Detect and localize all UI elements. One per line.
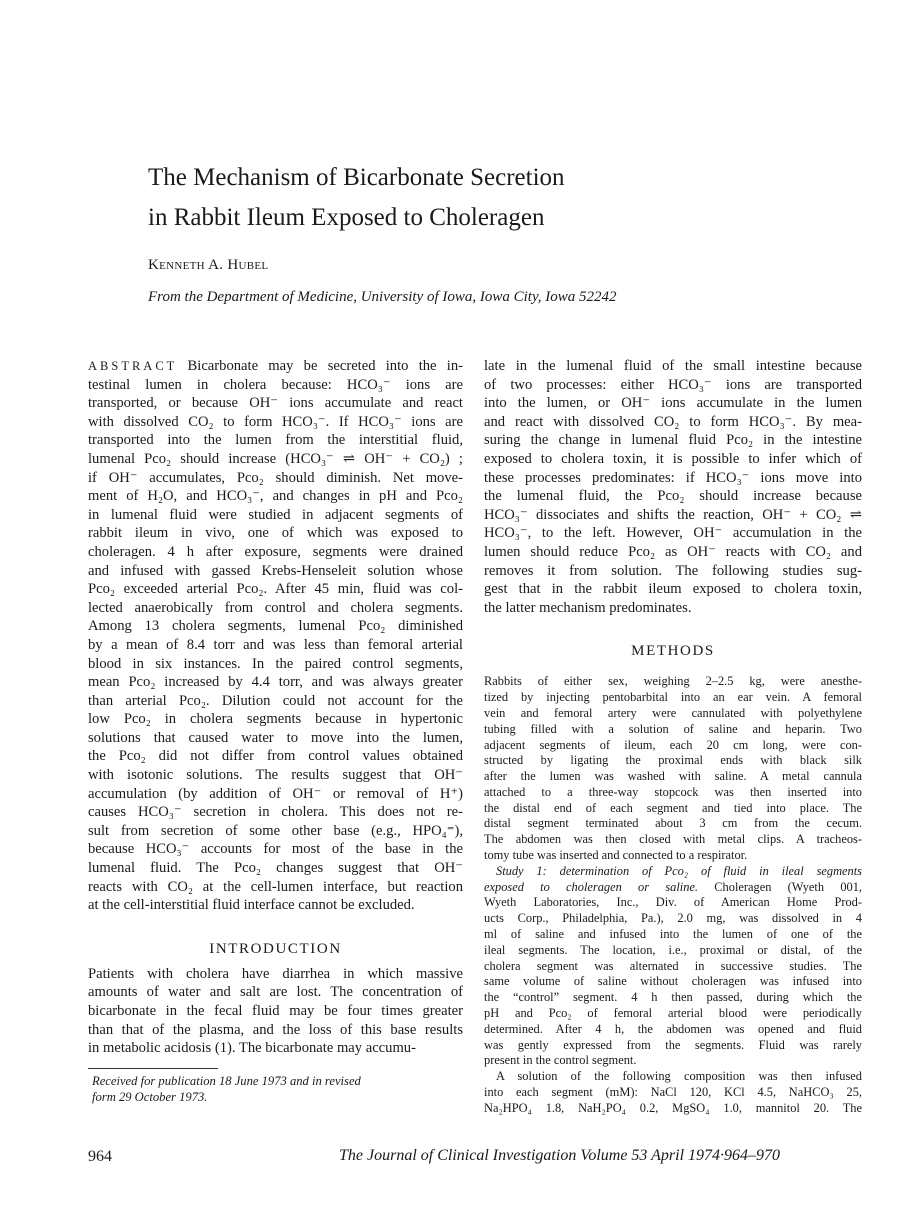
- introduction-heading: INTRODUCTION: [209, 940, 342, 957]
- intro-continued-line: HCO₃⁻ dissociates and shifts the reaction, OH⁻ + CO₂ ⇌: [484, 506, 862, 523]
- abstract-line: at the cell-interstitial fluid interface cannot be excluded.: [88, 897, 415, 914]
- received-line-1: Received for publication 18 June 1973 and in revised: [92, 1073, 361, 1088]
- intro-continued-line: of two processes: either HCO₃⁻ ions are transported: [484, 376, 862, 393]
- abstract-line: accumulation (by addition of OH⁻ or removal of H⁺): [88, 785, 463, 802]
- study-1-line: cholera segment was alternated in successive studies. The: [484, 958, 862, 973]
- intro-continued-line: and react with dissolved CO₂ to form HCO₃⁻. By mea-: [484, 413, 862, 430]
- methods-line: adjacent segments of ileum, each 20 cm long, were con-: [484, 737, 862, 752]
- abstract-line: with isotonic solutions. The results suggest that OH⁻: [88, 767, 463, 784]
- methods-line: Na₂HPO₄ 1.8, NaH₂PO₄ 0.2, MgSO₄ 1.0, mannitol 20. The: [484, 1100, 862, 1115]
- abstract-label: ABSTRACT: [88, 359, 178, 373]
- intro-line: than that of the plasma, and the loss of this base results: [88, 1021, 463, 1038]
- abstract-line: rabbit ileum in vivo, one of which was exposed to: [88, 525, 463, 542]
- affiliation: From the Department of Medicine, University of Iowa, Iowa City, Iowa 52242: [148, 289, 617, 305]
- methods-paragraph-3: [484, 1069, 862, 1116]
- article-title: [148, 158, 668, 238]
- intro-continued-line: late in the lumenal fluid of the small intestine because: [484, 358, 862, 374]
- right-column: [484, 357, 862, 1117]
- intro-continued-line: lumen should reduce Pco₂ as OH⁻ reacts with CO₂ and: [484, 543, 862, 560]
- abstract-line: with dissolved CO₂ to form HCO₃⁻. If HCO₃⁻ ions are: [88, 413, 463, 430]
- methods-line: The abdomen was then closed with metal clips. A tracheos-: [484, 832, 862, 847]
- study-1-line: present in the control segment.: [484, 1053, 637, 1068]
- abstract-line: choleragen. 4 h after exposure, segments were drained: [88, 543, 463, 560]
- intro-continued-line: the latter mechanism predominates.: [484, 599, 692, 616]
- abstract-line: ment of H₂O, and HCO₃⁻, and changes in pH and Pco₂: [88, 488, 463, 505]
- study-1-paragraph: [484, 864, 862, 1069]
- abstract-line: testinal lumen in cholera because: HCO₃⁻ ions are: [88, 376, 463, 393]
- intro-continued-line: suring the change in lumenal fluid Pco₂ in the intestine: [484, 432, 862, 449]
- methods-line: Rabbits of either sex, weighing 2–2.5 kg, were anesthe-: [484, 674, 862, 689]
- abstract-line: mean Pco₂ increased by 4.4 torr, and was always greater: [88, 674, 463, 691]
- abstract-line: lumenal Pco₂ should increase (HCO₃⁻ ⇌ OH⁻ + CO₂) ;: [88, 450, 463, 467]
- methods-line: into each segment (mM): NaCl 120, KCl 4.5, NaHCO₃ 25,: [484, 1085, 862, 1100]
- methods-line: vein and femoral artery were cannulated with polyethylene: [484, 705, 862, 720]
- intro-line: in metabolic acidosis (1). The bicarbonate may accumu-: [88, 1040, 416, 1057]
- abstract-line: sult from secretion of some other base (e.g., HPO₄⁼),: [88, 822, 463, 839]
- author-name: [148, 257, 268, 274]
- title-line-2: in Rabbit Ileum Exposed to Choleragen: [148, 204, 545, 231]
- methods-line: tomy tube was inserted and connected to a respirator.: [484, 848, 748, 863]
- abstract-line: blood in six instances. In the paired control segments,: [88, 655, 463, 672]
- intro-line: Patients with cholera have diarrhea in which massive: [88, 965, 463, 982]
- abstract-line: low Pco₂ in cholera segments because in hypertonic: [88, 711, 463, 728]
- study-1-first-body: Choleragen (Wyeth 001,: [698, 879, 863, 894]
- abstract-line: transported into the lumen from the interstitial fluid,: [88, 432, 463, 449]
- abstract-line: than arterial Pco₂. Dilution could not account for the: [88, 692, 463, 709]
- page-number: 964: [88, 1148, 112, 1165]
- methods-heading: METHODS: [631, 643, 715, 660]
- study-1-line: pH and Pco₂ of femoral arterial blood were periodically: [484, 1006, 862, 1021]
- abstract-line: and infused with gassed Krebs-Henseleit solution whose: [88, 562, 463, 579]
- methods-line: A solution of the following composition was then infused: [496, 1069, 862, 1084]
- methods-line: distal segment terminated about 3 cm from the cecum.: [484, 816, 862, 831]
- title-line-1: The Mechanism of Bicarbonate Secretion: [148, 164, 565, 191]
- study-1-line: ml of saline and infused into the lumen of one of the: [484, 927, 862, 942]
- abstract-line: in lumenal fluid were studied in adjacent segments of: [88, 506, 463, 523]
- study-1-title-cont-text: exposed to choleragen or saline.: [484, 879, 699, 894]
- study-1-line: same volume of saline without choleragen was infused into: [484, 974, 862, 989]
- received-note: [88, 1074, 463, 1106]
- left-column: [88, 357, 463, 1105]
- intro-continued-line: exposed to cholera toxin, it is possible to infer which of: [484, 450, 862, 467]
- intro-continued-line: removes it from solution. The following studies sug-: [484, 562, 862, 579]
- study-1-line: ileal segments. The location, i.e., proximal or distal, of the: [484, 942, 862, 957]
- abstract-line-text: Bicarbonate may be secreted into the in-: [177, 358, 463, 374]
- study-1-line: the “control” segment. 4 h then passed, during which the: [484, 990, 862, 1005]
- journal-citation: The Journal of Clinical Investigation Volume 53 April 1974·964–970: [339, 1147, 781, 1164]
- methods-line: structed by ligating the proximal ends with black silk: [484, 753, 862, 768]
- methods-line: tubing filled with a solution of saline and heparin. Two: [484, 721, 862, 736]
- abstract-line: if OH⁻ accumulates, Pco₂ should diminish. Net move-: [88, 469, 463, 486]
- intro-continued-line: gest that in the rabbit ileum exposed to cholera toxin,: [484, 581, 862, 598]
- intro-continued-line: into the lumen, or OH⁻ ions accumulate in the lumen: [484, 395, 862, 412]
- abstract-line: [88, 357, 463, 376]
- abstract-line: Among 13 cholera segments, lumenal Pco₂ diminished: [88, 618, 463, 635]
- abstract-line: transported, or because OH⁻ ions accumulate and react: [88, 395, 463, 412]
- methods-line: the distal end of each segment and tied into place. The: [484, 800, 862, 815]
- methods-line: after the lumen was washed with saline. A metal cannula: [484, 769, 862, 784]
- study-1-title-text: Study 1: determination of Pco₂ of fluid in ileal segments: [496, 863, 862, 878]
- methods-line: tized by injecting pentobarbital into an ear vein. A femoral: [484, 690, 862, 705]
- abstract-line: solutions that caused water to move into the lumen,: [88, 729, 463, 746]
- intro-line: bicarbonate in the fecal fluid may be four times greater: [88, 1003, 463, 1019]
- abstract-line: the Pco₂ did not differ from control values obtained: [88, 748, 463, 765]
- received-line-2: form 29 October 1973.: [92, 1089, 208, 1104]
- study-1-line: ucts Corp., Philadelphia, Pa.), 2.0 mg, was dissolved in 4: [484, 911, 862, 926]
- author-text: Kenneth A. Hubel: [148, 257, 269, 273]
- abstract-line: reacts with CO₂ at the cell-lumen interface, but reaction: [88, 878, 463, 895]
- intro-continued-line: the lumenal fluid, the Pco₂ should increase because: [484, 488, 862, 505]
- abstract-line: causes HCO₃⁻ secretion in cholera. This does not re-: [88, 804, 463, 821]
- intro-continued-line: these processes predominates: if HCO₃⁻ ions move into: [484, 469, 862, 486]
- intro-continued-line: HCO₃⁻, to the left. However, OH⁻ accumulation in the: [484, 525, 862, 542]
- study-1-line: determined. After 4 h, the abdomen was opened and fluid: [484, 1021, 862, 1036]
- abstract-line: lumenal fluid. The Pco₂ changes suggest that OH⁻: [88, 860, 463, 877]
- study-1-title: [484, 864, 862, 880]
- methods-paragraph-1: [484, 674, 862, 864]
- introduction-continued: [484, 357, 862, 617]
- abstract-line: by a mean of 8.4 torr and was less than femoral arterial: [88, 636, 463, 653]
- abstract: [88, 357, 463, 915]
- study-1-line: Wyeth Laboratories, Inc., Div. of American Home Prod-: [484, 895, 862, 910]
- study-1-title-cont: [484, 880, 862, 896]
- intro-line: amounts of water and salt are lost. The concentration of: [88, 984, 463, 1001]
- introduction-body: [88, 965, 463, 1058]
- abstract-line: lected anaerobically from control and cholera segments.: [88, 599, 463, 616]
- abstract-line: because HCO₃⁻ accounts for most of the base in the: [88, 841, 463, 858]
- study-1-line: was gently expressed from the segments. Fluid was rarely: [484, 1037, 862, 1052]
- methods-line: attached to a three-way stopcock was then inserted into: [484, 784, 862, 799]
- abstract-line: Pco₂ exceeded arterial Pco₂. After 45 min, fluid was col-: [88, 581, 463, 598]
